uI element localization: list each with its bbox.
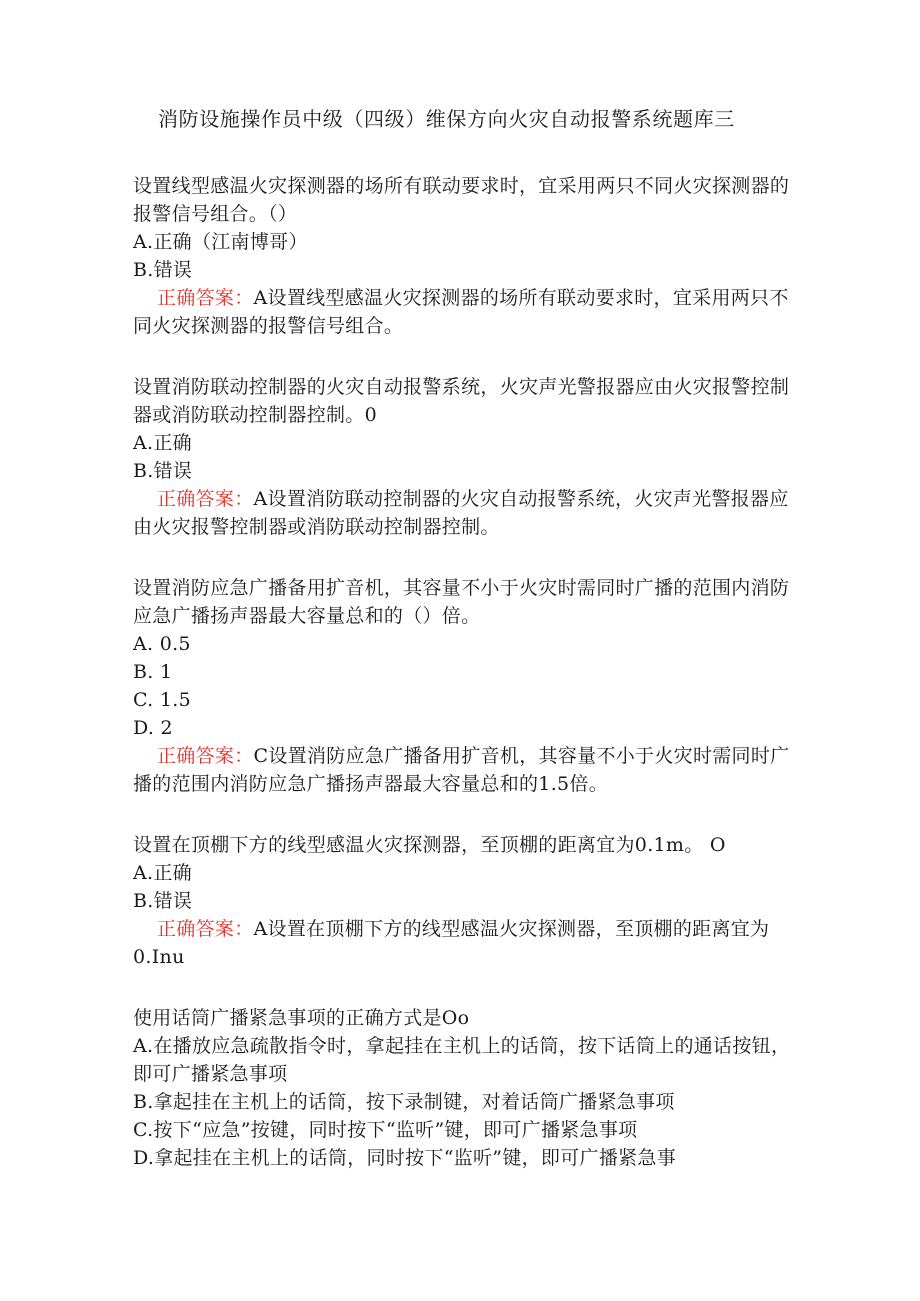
document-title: 消防设施操作员中级（四级）维保方向火灾自动报警系统题库三 [158, 107, 735, 131]
option-b: B.错误 [133, 460, 193, 482]
option-a: A.在播放应急疏散指令时，拿起挂在主机上的话筒，按下话筒上的通话按钮，即可广播紧急事项 [133, 1035, 791, 1085]
option-a: A.正确 [133, 862, 192, 884]
option-a: A.正确（江南博哥） [133, 231, 308, 253]
option-b: B.错误 [133, 259, 193, 281]
option-c: C.按下“应急”按键，同时按下“监听”键，即可广播紧急事项 [133, 1119, 638, 1141]
question-2 [133, 373, 793, 541]
answer [133, 742, 793, 798]
answer-label: 正确答案： [157, 918, 254, 940]
answer [133, 915, 793, 971]
document-page [133, 104, 793, 1205]
question-stem: 设置线型感温火灾探测器的场所有联动要求时，宜采用两只不同火灾探测器的报警信号组合。（） [133, 175, 790, 225]
question-stem: 设置在顶棚下方的线型感温火灾探测器，至顶棚的距离宜为0.1m。 O [133, 834, 726, 856]
question-4 [133, 831, 793, 971]
question-3 [133, 574, 793, 798]
answer-label: 正确答案： [157, 745, 254, 767]
question-stem: 使用话筒广播紧急事项的正确方式是Oo [133, 1007, 470, 1029]
answer-text: A设置消防联动控制器的火灾自动报警系统，火灾声光警报器应由火灾报警控制器或消防联动控制器控制。 [133, 488, 789, 538]
option-b: B.错误 [133, 890, 193, 912]
answer [133, 284, 793, 340]
option-b: B.拿起挂在主机上的话筒，按下录制键，对着话筒广播紧急事项 [133, 1091, 675, 1113]
option-d: D.拿起挂在主机上的话筒，同时按下“监听”键，即可广播紧急事 [133, 1147, 677, 1169]
question-stem: 设置消防联动控制器的火灾自动报警系统，火灾声光警报器应由火灾报警控制器或消防联动控制器控制。0 [133, 376, 790, 426]
option-d: D. 2 [133, 717, 173, 739]
option-c: C. 1.5 [133, 689, 191, 711]
option-b: B. 1 [133, 661, 173, 683]
option-a: A.正确 [133, 432, 192, 454]
question-1 [133, 172, 793, 340]
question-stem: 设置消防应急广播备用扩音机，其容量不小于火灾时需同时广播的范围内消防应急广播扬声器最大容量总和的（）倍。 [133, 577, 790, 627]
answer-text: C设置消防应急广播备用扩音机，其容量不小于火灾时需同时广播的范围内消防应急广播扬声器最大容量总和的1.5倍。 [133, 745, 790, 795]
answer-label: 正确答案： [157, 287, 254, 309]
answer-text: A设置在顶棚下方的线型感温火灾探测器，至顶棚的距离宜为0.Inu [133, 918, 770, 968]
answer-label: 正确答案： [157, 488, 254, 510]
answer-text: A设置线型感温火灾探测器的场所有联动要求时，宜采用两只不同火灾探测器的报警信号组合。 [133, 287, 789, 337]
answer [133, 485, 793, 541]
option-a: A. 0.5 [133, 633, 191, 655]
question-5 [133, 1004, 793, 1172]
